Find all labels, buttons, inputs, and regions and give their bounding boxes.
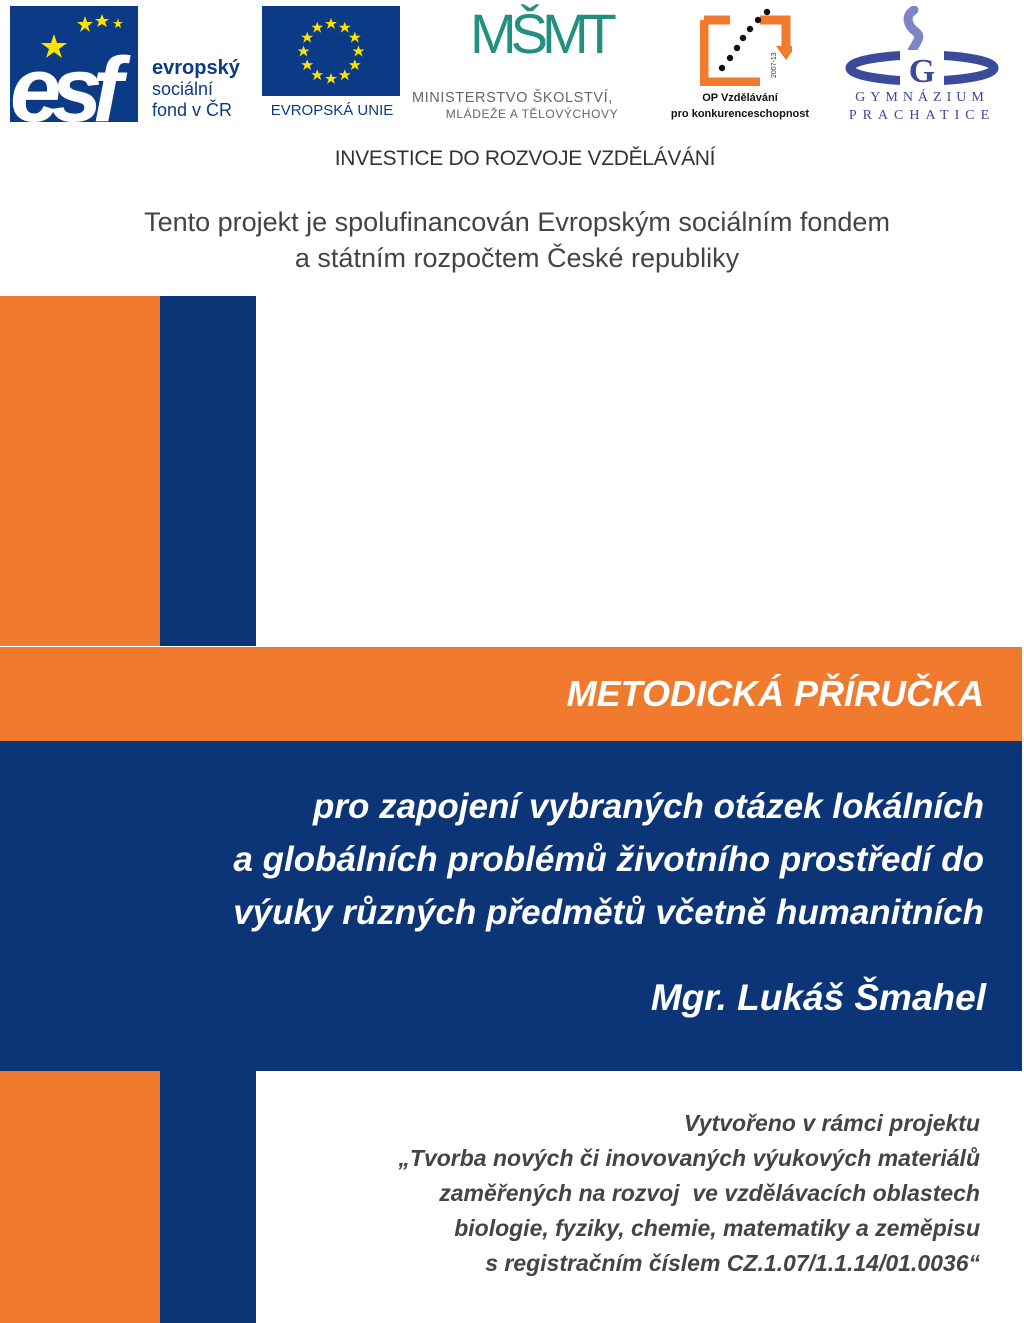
project-line: biologie, fyziky, chemie, matematiky a zeměpisu: [454, 1215, 980, 1241]
project-info: [260, 1106, 980, 1281]
esf-mark: esf: [10, 39, 113, 141]
msmt-caption-line1: MINISTERSTVO ŠKOLSTVÍ,: [412, 90, 613, 106]
orange-band-bottom: [0, 1071, 160, 1323]
msmt-logo-mark: MŠMT: [470, 2, 611, 65]
cover-title: METODICKÁ PŘÍRUČKA: [566, 673, 984, 714]
project-line: zaměřených na rozvoj ve vzdělávacích oblastech: [439, 1180, 980, 1206]
msmt-caption-line2: MLÁDEŽE A TĚLOVÝCHOVY: [445, 107, 619, 121]
cover-subtitle-line: pro zapojení vybraných otázek lokálních: [312, 787, 984, 826]
eu-caption: EVROPSKÁ UNIE: [270, 102, 394, 119]
project-line: s registračním číslem CZ.1.07/1.1.14/01.0036“: [485, 1250, 980, 1276]
project-line: Vytvořeno v rámci projektu: [683, 1110, 980, 1136]
gymnazium-caption-line1: GYMNÁZIUM: [855, 90, 989, 105]
op-caption-line1: OP Vzdělávání: [702, 92, 778, 104]
project-line: „Tvorba nových či inovovaných výukových materiálů: [398, 1145, 980, 1171]
op-logo-icon: [700, 6, 792, 86]
eu-flag-icon: [262, 6, 400, 96]
cover-subtitle: [84, 780, 984, 939]
esf-caption: evropský sociální fond v ČR: [152, 57, 240, 120]
cover-subtitle-line: výuky různých předmětů včetně humanitních: [233, 893, 984, 932]
gymnazium-logo-letter: G: [908, 53, 936, 90]
cofinance-statement: [0, 204, 1024, 276]
cofinance-line2: a státním rozpočtem České republiky: [294, 243, 740, 273]
gymnazium-caption-line2: PRACHATICE: [848, 108, 996, 123]
cover-author: Mgr. Lukáš Šmahel: [650, 977, 986, 1018]
cofinance-line1: Tento projekt je spolufinancován Evropským sociálním fondem: [144, 207, 890, 237]
orange-band-top: [0, 296, 160, 646]
investice-heading: INVESTICE DO ROZVOJE VZDĚLÁVÁNÍ: [334, 147, 716, 170]
cover-subtitle-line: a globálních problémů životního prostředí do: [233, 840, 984, 879]
op-logo-years: 2007-13: [771, 52, 778, 78]
op-caption-line2: pro konkurenceschopnost: [670, 108, 810, 120]
navy-band-bottom: [160, 1071, 256, 1323]
esf-logo: [10, 6, 138, 141]
navy-band-top: [160, 296, 256, 646]
gymnazium-logo-icon: [840, 6, 1000, 90]
